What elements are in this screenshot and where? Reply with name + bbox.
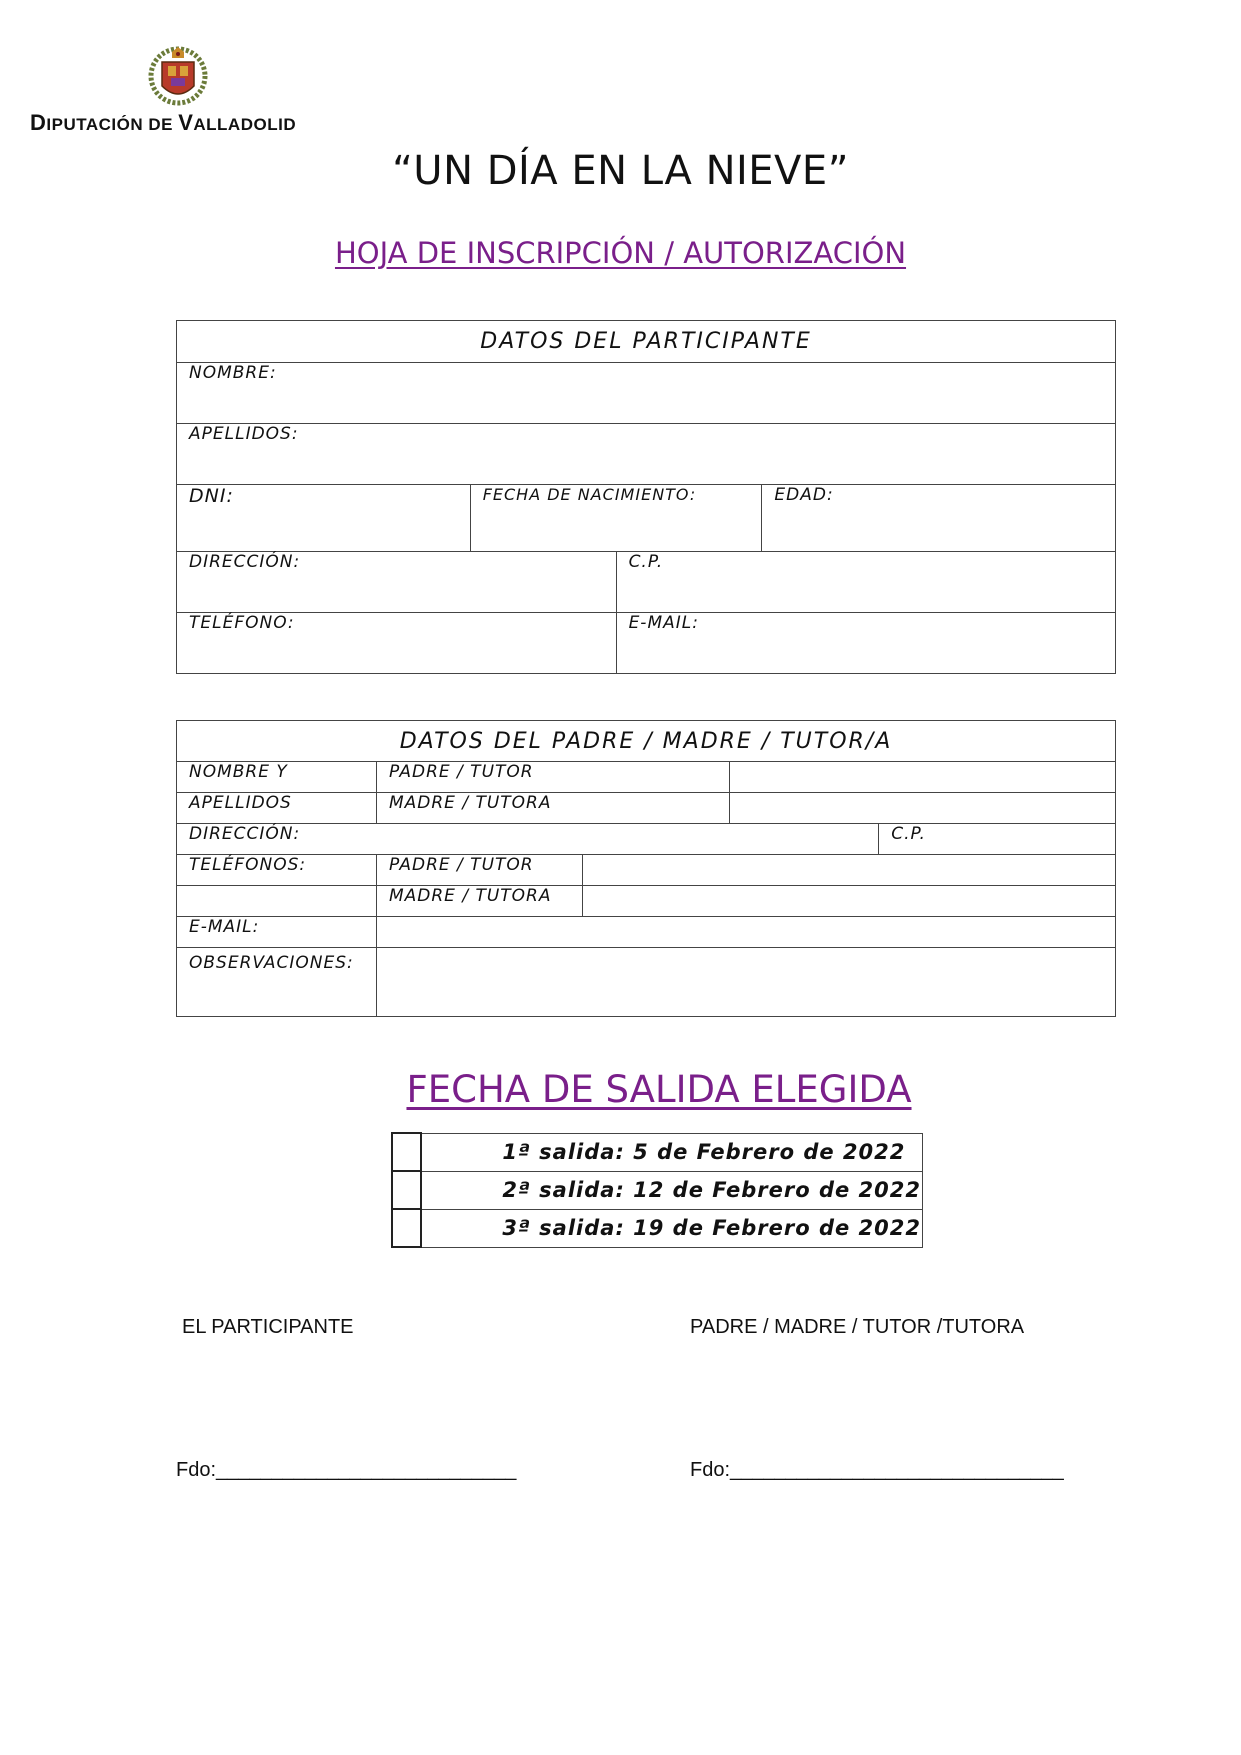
salida-3-label: 3ª salida: 19 de Febrero de 2022 [421,1209,922,1247]
nombre-field[interactable]: NOMBRE: [177,363,1116,424]
participant-signature-label: EL PARTICIPANTE [182,1316,354,1338]
salida-3-checkbox[interactable] [392,1209,421,1247]
email-field[interactable]: E-MAIL: [616,613,1115,674]
apellidos-field[interactable]: APELLIDOS: [177,424,1116,485]
guardian-heading: DATOS DEL PADRE / MADRE / TUTOR/A [177,721,1116,762]
guardian-cp-field[interactable]: C.P. [879,824,1116,855]
salida-1-label: 1ª salida: 5 de Febrero de 2022 [421,1133,922,1171]
departure-options-table [391,1132,923,1248]
departure-heading: FECHA DE SALIDA ELEGIDA [406,1068,912,1111]
telefonos-label: TELÉFONOS: [177,855,377,886]
tel-padre-tutor-field[interactable] [582,855,1115,886]
madre-tutora-name-field[interactable] [729,793,1115,824]
dni-label: DNI: [189,485,234,507]
logo [30,42,320,142]
dni-field[interactable] [177,485,471,552]
participant-table [176,320,1116,674]
participant-signature-line[interactable]: Fdo:___________________________ [176,1459,517,1481]
guardian-email-field[interactable] [376,917,1115,948]
apellidos-label: APELLIDOS [177,793,377,824]
salida-2-checkbox[interactable] [392,1171,421,1209]
guardian-table [176,720,1116,1017]
nombre-y-label: NOMBRE Y [177,762,377,793]
guardian-direccion-field[interactable]: DIRECCIÓN: [177,824,879,855]
tel-madre-tutora-field[interactable] [582,886,1115,917]
coat-of-arms-icon [138,46,218,106]
salida-1-checkbox[interactable] [392,1133,421,1171]
salida-2-label: 2ª salida: 12 de Febrero de 2022 [421,1171,922,1209]
madre-tutora-label: MADRE / TUTORA [376,793,729,824]
telefonos-empty-cell [177,886,377,917]
guardian-signature-line[interactable]: Fdo:______________________________ [690,1459,1064,1481]
organization-name: DIPUTACIÓN DE VALLADOLID [30,110,297,135]
observaciones-field[interactable] [376,948,1115,1017]
guardian-signature-label: PADRE / MADRE / TUTOR /TUTORA [690,1316,1025,1338]
telefono-field[interactable]: TELÉFONO: [177,613,617,674]
page-subtitle: HOJA DE INSCRIPCIÓN / AUTORIZACIÓN [334,236,907,270]
tel-madre-tutora-label: MADRE / TUTORA [376,886,582,917]
fecha-nacimiento-field[interactable]: FECHA DE NACIMIENTO: [470,485,762,552]
participant-heading: DATOS DEL PARTICIPANTE [177,321,1116,363]
observaciones-label: OBSERVACIONES: [177,948,377,1017]
page-title: “UN DÍA EN LA NIEVE” [392,148,849,194]
cp-field[interactable]: C.P. [616,552,1115,613]
padre-tutor-label: PADRE / TUTOR [376,762,729,793]
guardian-email-label: E-MAIL: [177,917,377,948]
direccion-field[interactable]: DIRECCIÓN: [177,552,617,613]
padre-tutor-name-field[interactable] [729,762,1115,793]
edad-field[interactable]: EDAD: [762,485,1116,552]
tel-padre-tutor-label: PADRE / TUTOR [376,855,582,886]
